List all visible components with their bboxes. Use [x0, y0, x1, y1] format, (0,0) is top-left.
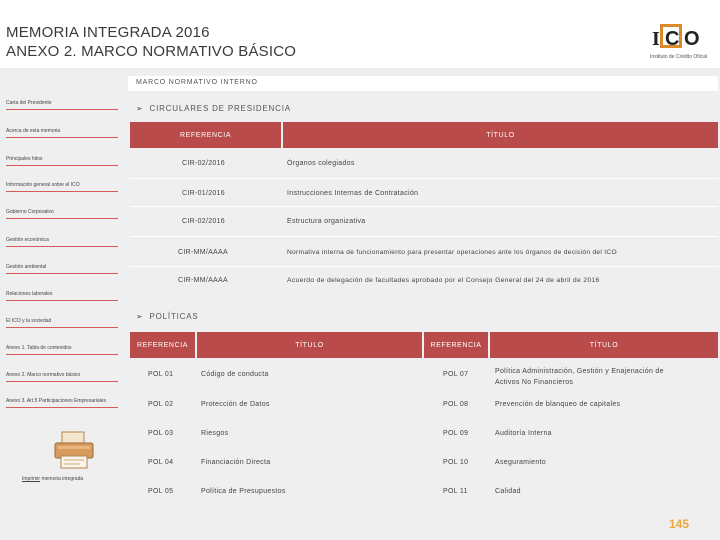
sidebar-item-anexo1[interactable]: Anexo 1. Tabla de contenidos [6, 345, 118, 355]
circulares-col-title: TÍTULO [283, 122, 718, 148]
row-divider [130, 206, 718, 207]
print-link-text: memoria integrada [41, 476, 84, 482]
politica-title-5: Política de Presupuestos [201, 488, 286, 495]
politica-ref-1: POL 01 [148, 371, 174, 378]
circulares-col-ref: REFERENCIA [130, 122, 281, 148]
arrow-bullet-icon: ➢ [136, 312, 144, 321]
politica-title-9: Auditoría Interna [495, 430, 552, 437]
row-divider [130, 266, 718, 267]
politica-ref-4: POL 04 [148, 459, 174, 466]
sidebar-item-economica[interactable]: Gestión económica [6, 237, 118, 247]
circular-ref-3: CIR-02/2016 [182, 218, 225, 225]
sidebar-item-acerca[interactable]: Acerca de esta memoria [6, 128, 118, 138]
row-divider [130, 178, 718, 179]
sidebar-item-laborales[interactable]: Relaciones laborales [6, 291, 118, 301]
politicas-right-col-title: TÍTULO [490, 332, 718, 358]
politica-title-4: Financiación Directa [201, 459, 271, 466]
politica-title-3: Riesgos [201, 430, 229, 437]
sidebar-item-gobierno[interactable]: Gobierno Corporativo [6, 209, 118, 219]
politicas-heading-text: POLÍTICAS [149, 312, 199, 321]
politica-title-1: Código de conducta [201, 371, 269, 378]
logo-subtitle: Instituto de Crédito Oficial [650, 54, 708, 60]
logo-letter-o: O [684, 28, 700, 50]
sidebar-item-anexo2[interactable]: Anexo 2. Marco normativo básico [6, 372, 118, 382]
politica-ref-8: POL 08 [443, 401, 469, 408]
sidebar-item-informacion[interactable]: Información general sobre el ICO [6, 182, 118, 192]
circular-title-4: Normativa interna de funcionamiento para presentar operaciones ante los órganos de decisión del ICO [287, 249, 617, 256]
sidebar-item-hitos[interactable]: Principales hitos [6, 156, 118, 166]
politicas-left-col-ref: REFERENCIA [130, 332, 195, 358]
page-title: MEMORIA INTEGRADA 2016 [6, 24, 210, 41]
logo-letter-c: C [665, 28, 680, 50]
row-divider [130, 236, 718, 237]
print-memory-link[interactable] [22, 476, 83, 482]
circular-title-5: Acuerdo de delegación de facultades aprobado por el Consejo General del 24 de abril de 2016 [287, 277, 600, 284]
politica-title-7-line2: Activos No Financieros [495, 379, 574, 386]
printer-icon[interactable] [52, 430, 96, 470]
politica-ref-10: POL 10 [443, 459, 469, 466]
politica-ref-5: POL 05 [148, 488, 174, 495]
ico-logo [650, 24, 708, 60]
politica-ref-9: POL 09 [443, 430, 469, 437]
politica-title-8: Prevención de blanqueo de capitales [495, 401, 621, 408]
politica-title-11: Calidad [495, 488, 521, 495]
page-header [0, 0, 720, 68]
politica-ref-7: POL 07 [443, 371, 469, 378]
sidebar-item-anexo3[interactable]: Anexo 3. Art.5 Participaciones Empresariales [6, 398, 118, 408]
circular-ref-5: CIR-MM/AAAA [178, 277, 228, 284]
circular-ref-2: CIR-01/2016 [182, 190, 225, 197]
logo-letter-i: I [652, 28, 660, 50]
sidebar-item-sociedad[interactable]: El ICO y la sociedad [6, 318, 118, 328]
politicas-right-col-ref: REFERENCIA [424, 332, 488, 358]
print-link-word[interactable]: Imprimir [22, 476, 41, 482]
politica-ref-2: POL 02 [148, 401, 174, 408]
politica-title-7-line1: Política Administración, Gestión y Enajenación de [495, 368, 664, 375]
circulares-heading-text: CIRCULARES DE PRESIDENCIA [149, 104, 291, 113]
page-number: 145 [669, 517, 690, 531]
sidebar-item-ambiental[interactable]: Gestión ambiental [6, 264, 118, 274]
politicas-heading [136, 312, 199, 321]
page-subtitle: ANEXO 2. MARCO NORMATIVO BÁSICO [6, 43, 297, 60]
politica-title-2: Protección de Datos [201, 401, 270, 408]
circular-title-1: Órganos colegiados [287, 160, 355, 167]
circular-title-2: Instrucciones Internas de Contratación [287, 190, 419, 197]
arrow-bullet-icon: ➢ [136, 104, 144, 113]
section-title: MARCO NORMATIVO INTERNO [136, 79, 258, 86]
circulares-heading [136, 104, 291, 113]
politica-title-7 [495, 366, 664, 388]
circular-ref-4: CIR-MM/AAAA [178, 249, 228, 256]
sidebar-item-carta[interactable]: Carta del Presidente [6, 100, 118, 110]
politica-ref-3: POL 03 [148, 430, 174, 437]
circular-ref-1: CIR-02/2016 [182, 160, 225, 167]
politicas-left-col-title: TÍTULO [197, 332, 422, 358]
politica-title-10: Aseguramiento [495, 459, 546, 466]
circular-title-3: Estructura organizativa [287, 218, 366, 225]
politica-ref-11: POL 11 [443, 488, 468, 495]
